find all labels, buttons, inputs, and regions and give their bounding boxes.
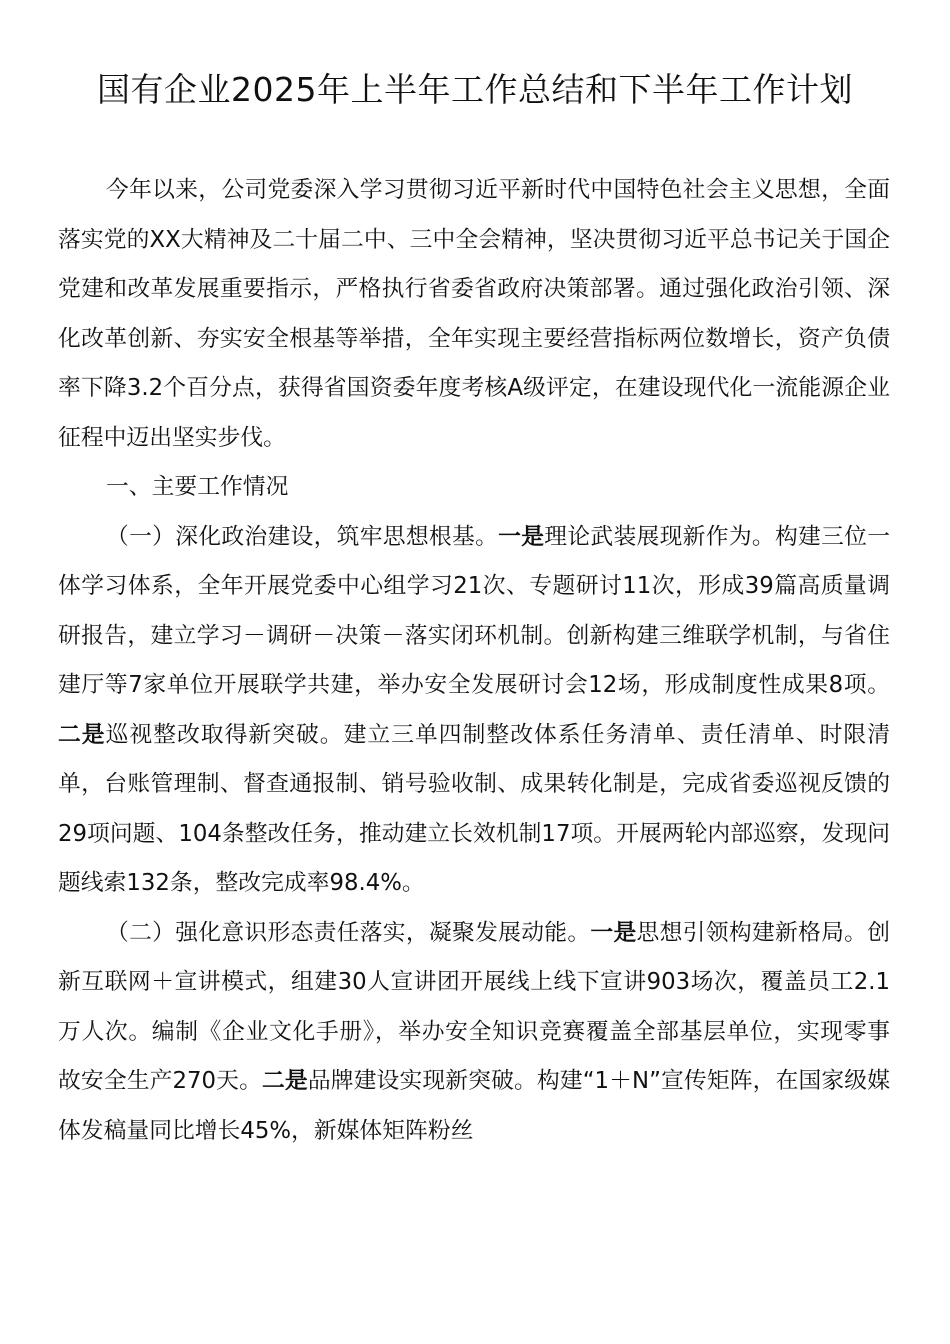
section-heading-main-work: 一、主要工作情况 — [106, 474, 289, 500]
subsection-lead: （一）深化政治建设，筑牢思想根基。 — [106, 523, 499, 550]
subsection-political-building — [58, 513, 890, 909]
point-label: 二是 — [58, 721, 106, 748]
point-label: 一是 — [498, 523, 545, 550]
point-text: 巡视整改取得新突破。建立三单四制整改体系任务清单、责任清单、时限清单，台账管理制、督查通报制、销号验收制、成果转化制是，完成省委巡视反馈的29项问题、104条整改任务，推动建立长效机制17项。开展两轮内部巡察，发现问题线索132条，整改完成率98.4%。 — [58, 721, 891, 896]
intro-paragraph: 今年以来，公司党委深入学习贯彻习近平新时代中国特色社会主义思想，全面落实党的XX大精神及二十届二中、三中全会精神，坚决贯彻习近平总书记关于国企党建和改革发展重要指示，严格执行省委省政府决策部署。通过强化政治引领、深化改革创新、夯实安全根基等举措，全年实现主要经营指标两位数增长，资产负债率下降3.2个百分点，获得省国资委年度考核A级评定，在建设现代化一流能源企业征程中迈出坚实步伐。 — [58, 177, 890, 451]
subsection-ideology — [58, 909, 890, 1157]
document-body — [58, 166, 890, 1156]
document-title: 国有企业2025年上半年工作总结和下半年工作计划 — [97, 70, 853, 109]
point-label: 一是 — [590, 919, 637, 946]
point-label: 二是 — [261, 1068, 308, 1094]
point-text: 思想引领构建新格局。创新互联网＋宣讲模式，组建30人宣讲团开展线上线下宣讲903场次，覆盖员工2.1万人次。编制《企业文化手册》，举办安全知识竞赛覆盖全部基层单位，实现零事故安全生产270天。 — [58, 919, 891, 1094]
point-text: 理论武装展现新作为。构建三位一体学习体系，全年开展党委中心组学习21次、专题研讨11次，形成39篇高质量调研报告，建立学习－调研－决策－落实闭环机制。创新构建三维联学机制，与省住建厅等7家单位开展联学共建，举办安全发展研讨会12场，形成制度性成果8项。 — [58, 523, 891, 698]
subsection-lead: （二）强化意识形态责任落实，凝聚发展动能。 — [106, 919, 591, 946]
point-text: 品牌建设实现新突破。构建“1＋N”宣传矩阵，在国家级媒体发稿量同比增长45%，新媒体矩阵粉丝 — [58, 1068, 890, 1144]
